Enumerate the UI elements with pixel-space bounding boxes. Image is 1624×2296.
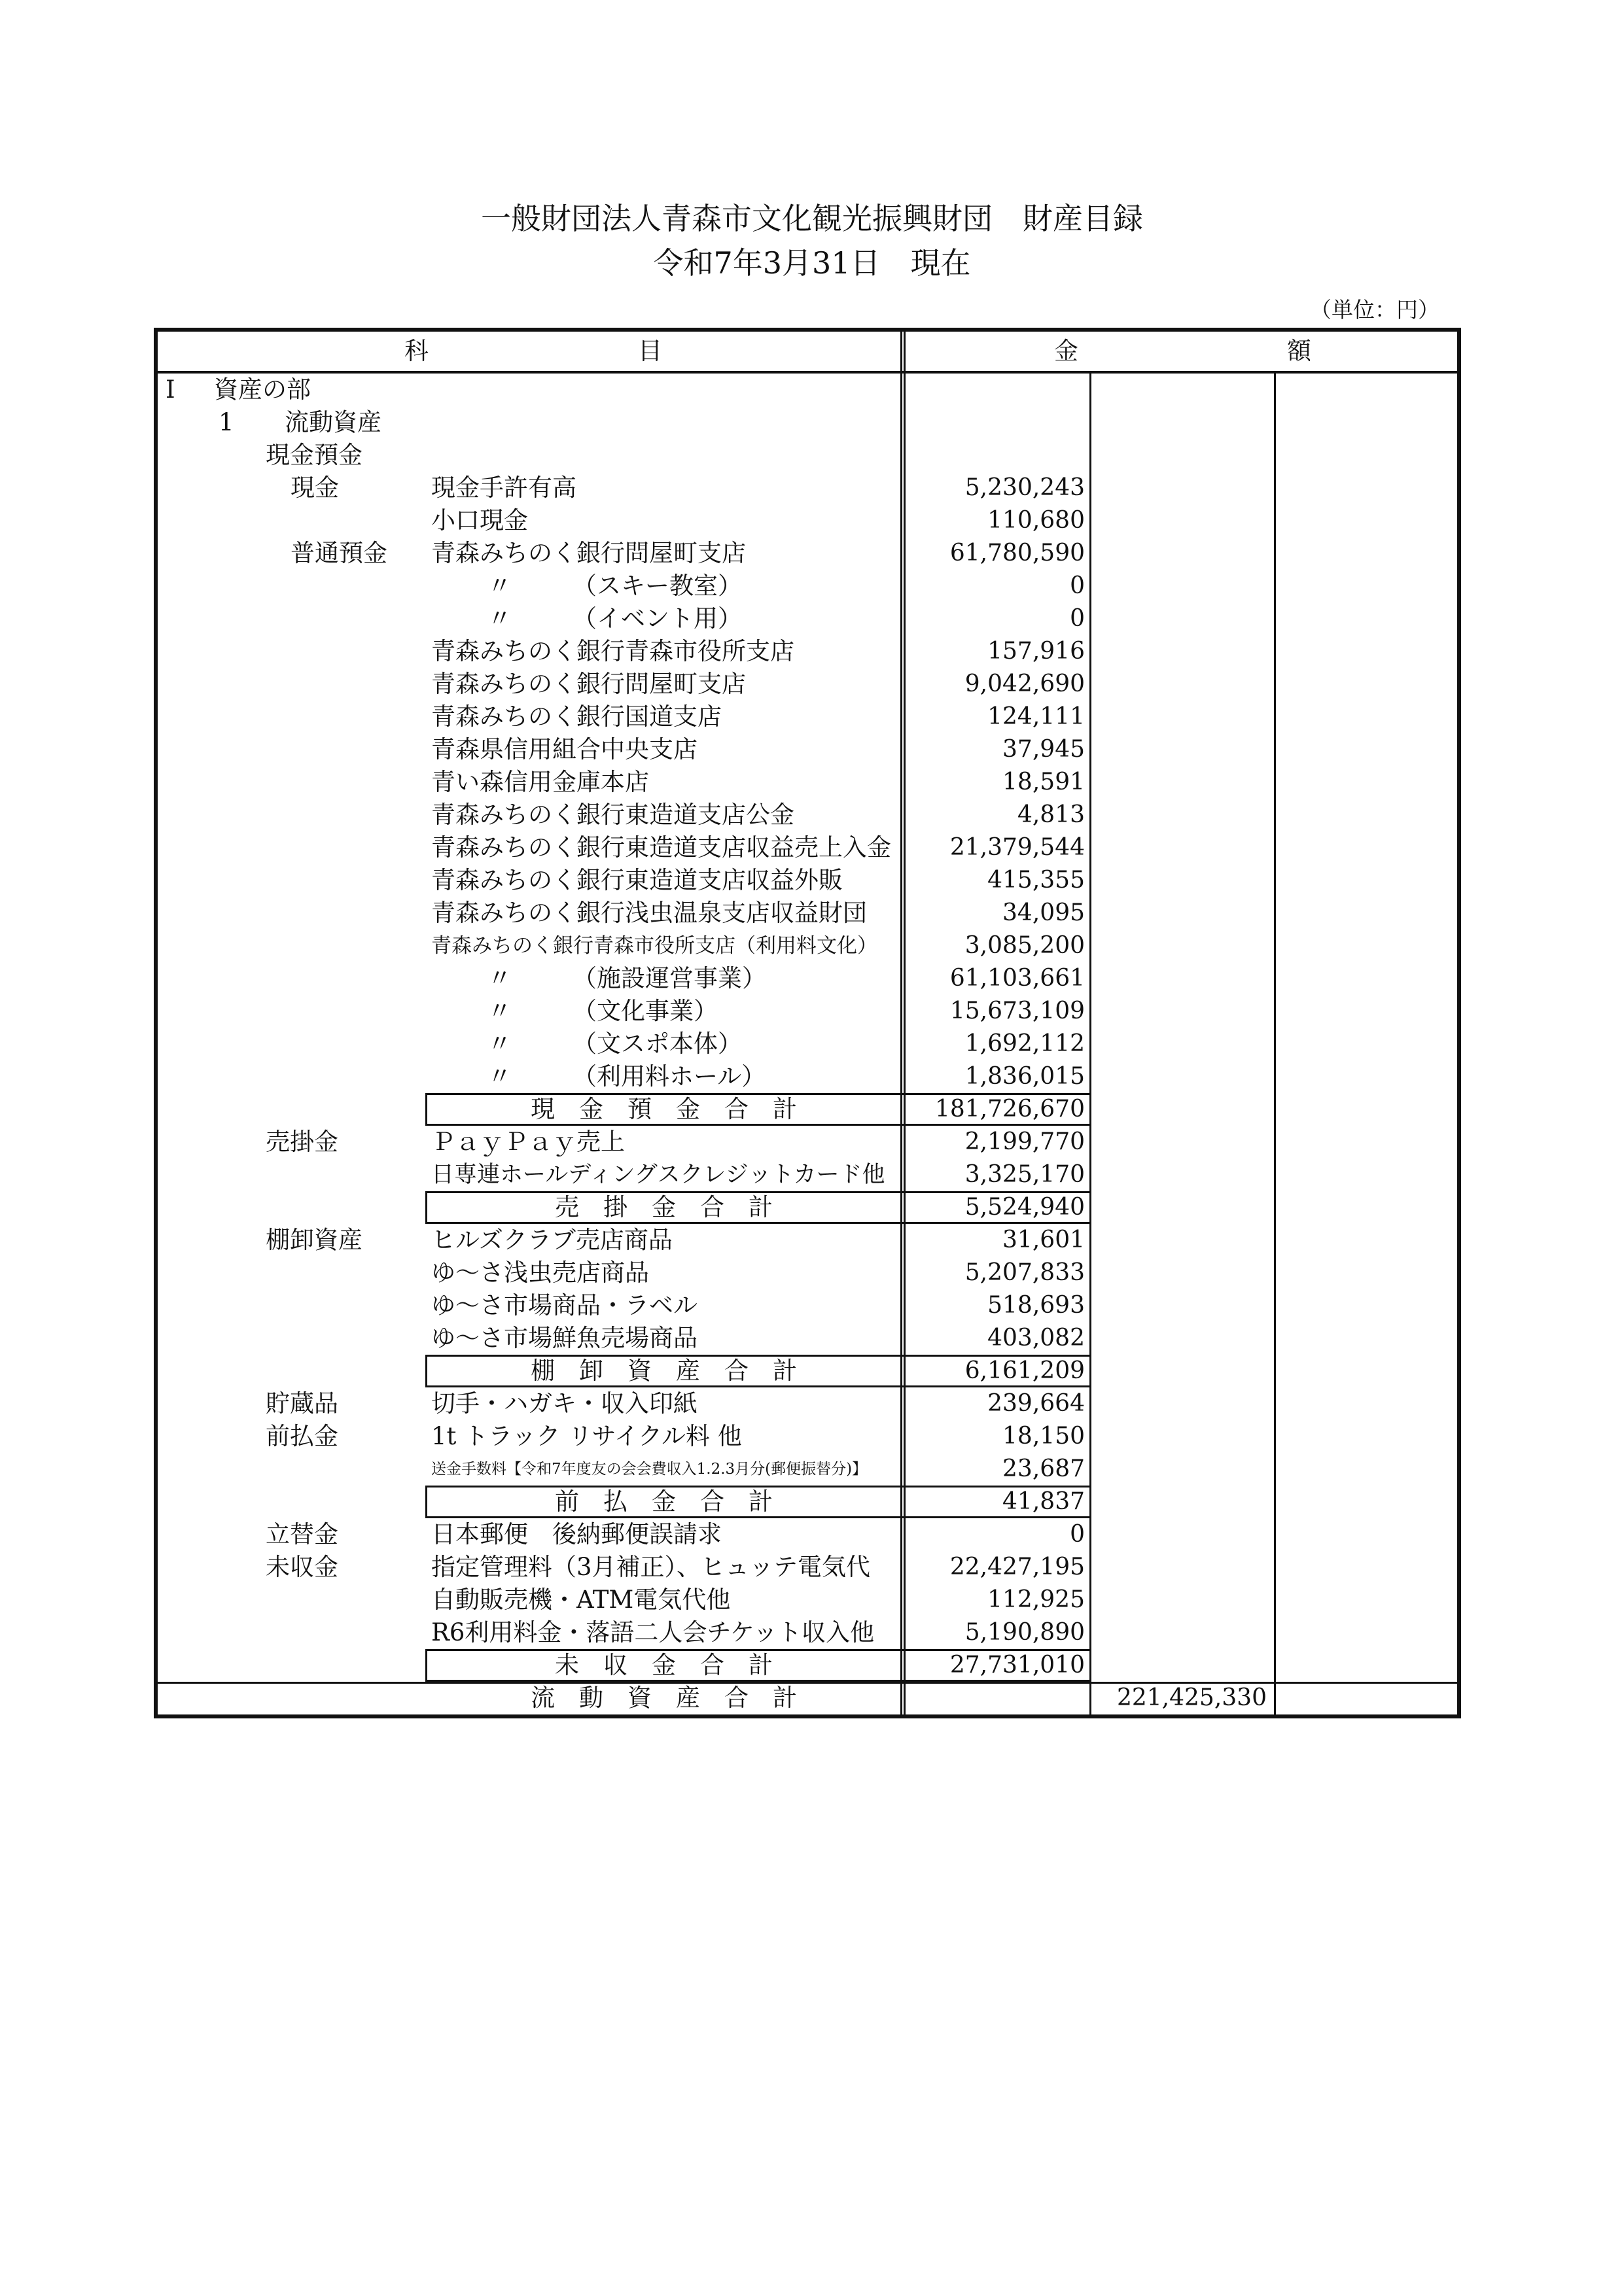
item-name: 送金手数料【令和7年度友の会会費収入1.2.3月分(郵便振替分)】	[431, 1461, 868, 1478]
item-sub-label: （施設運営事業）	[573, 964, 766, 992]
table-row	[158, 1060, 1457, 1093]
table-row	[158, 733, 1457, 766]
amount-value: 3,085,200	[964, 932, 1085, 959]
as-of-date: 令和7年3月31日 現在	[653, 245, 971, 281]
item-sub-label: （スキー教室）	[573, 572, 742, 600]
table-row	[158, 1224, 1457, 1257]
item-name: ゆ～さ市場商品・ラベル	[431, 1291, 697, 1319]
table-row	[158, 1518, 1457, 1551]
amount-value: 0	[1070, 1521, 1085, 1548]
column-divider	[1089, 374, 1091, 1714]
subcategory-label: 普通預金	[291, 539, 387, 567]
amount-value: 18,591	[1002, 769, 1085, 795]
item-name: 青森みちのく銀行青森市役所支店（利用料文化）	[431, 934, 877, 958]
item-name: 日専連ホールディングスクレジットカード他	[431, 1162, 885, 1188]
item-name: 現金手許有高	[431, 474, 576, 502]
amount-value: 239,664	[987, 1390, 1085, 1417]
table-row	[158, 1420, 1457, 1453]
table-row	[158, 504, 1457, 537]
item-name: 指定管理料（3月補正）、ヒュッテ電気代	[431, 1553, 871, 1581]
section-number: Ⅰ	[166, 375, 175, 404]
column-divider	[1274, 374, 1276, 1714]
unit-note: （単位：円）	[1310, 297, 1439, 322]
table-row	[158, 701, 1457, 733]
table-row	[158, 570, 1457, 602]
table-header	[158, 332, 1457, 374]
column-divider-double	[900, 332, 906, 1714]
table-row	[158, 1551, 1457, 1584]
amount-value: 34,095	[1002, 899, 1085, 926]
subtotal-row	[158, 1486, 1457, 1518]
item-name: 切手・ハガキ・収入印紙	[431, 1389, 697, 1418]
item-name: 青森みちのく銀行国道支店	[431, 703, 722, 731]
table-row	[158, 831, 1457, 864]
table-row	[158, 1584, 1457, 1616]
section-row	[158, 374, 1457, 406]
table-row	[158, 1126, 1457, 1158]
category-label: 前払金	[266, 1422, 338, 1450]
table-row	[158, 962, 1457, 995]
category-label: 立替金	[266, 1520, 338, 1548]
item-name: 青森みちのく銀行問屋町支店	[431, 539, 746, 567]
ditto-mark: 〃	[487, 964, 512, 992]
property-inventory-table	[154, 328, 1461, 1718]
grand-total-label: 流 動 資 産 合 計	[531, 1684, 797, 1712]
grand-total-row	[158, 1682, 1457, 1714]
amount-value: 110,680	[987, 507, 1085, 534]
category-label: 棚卸資産	[266, 1226, 362, 1254]
item-name: ヒルズクラブ売店商品	[431, 1226, 673, 1254]
amount-value: 21,379,544	[949, 834, 1085, 861]
item-name: 青森みちのく銀行青森市役所支店	[431, 637, 794, 665]
amount-value: 0	[1070, 605, 1085, 632]
item-sub-label: （文化事業）	[573, 997, 718, 1025]
table-row	[158, 1289, 1457, 1322]
item-name: 1t トラック リサイクル料 他	[431, 1422, 742, 1450]
item-name: ゆ～さ浅虫売店商品	[431, 1259, 649, 1287]
table-row	[158, 897, 1457, 930]
amount-value: 18,150	[1002, 1423, 1085, 1450]
item-name: 小口現金	[431, 506, 528, 534]
table-row	[158, 668, 1457, 701]
table-row	[158, 1616, 1457, 1649]
subtotal-row	[158, 1355, 1457, 1387]
item-name: 青い森信用金庫本店	[431, 768, 649, 796]
table-row	[158, 635, 1457, 668]
amount-value: 157,916	[987, 638, 1085, 665]
table-row	[158, 472, 1457, 504]
amount-value: 403,082	[987, 1325, 1085, 1351]
table-body	[158, 374, 1457, 1714]
amount-value: 0	[1070, 572, 1085, 599]
item-name: ゆ～さ市場鮮魚売場商品	[431, 1324, 697, 1352]
table-row	[158, 602, 1457, 635]
item-sub-label: （文スポ本体）	[573, 1030, 742, 1058]
category-label: 未収金	[266, 1553, 338, 1581]
amount-value: 31,601	[1002, 1226, 1085, 1253]
subcategory-label: 現金	[291, 474, 339, 502]
document-title: 一般財団法人青森市文化観光振興財団 財産目録	[481, 201, 1143, 236]
item-name: 青森みちのく銀行問屋町支店	[431, 670, 746, 698]
ditto-mark: 〃	[487, 572, 512, 600]
amount-value: 3,325,170	[964, 1161, 1085, 1188]
table-row	[158, 766, 1457, 799]
amount-value: 23,687	[1002, 1455, 1085, 1482]
subtotal-value: 5,524,940	[964, 1194, 1085, 1221]
ditto-mark: 〃	[487, 604, 512, 633]
table-row	[158, 995, 1457, 1028]
amount-value: 37,945	[1002, 736, 1085, 763]
subtotal-value: 6,161,209	[964, 1357, 1085, 1384]
amount-value: 22,427,195	[949, 1554, 1085, 1580]
amount-value: 5,207,833	[964, 1259, 1085, 1286]
amount-value: 61,780,590	[949, 540, 1085, 566]
subsection-label: 流動資産	[285, 408, 381, 436]
table-row	[158, 1028, 1457, 1060]
item-name: 青森みちのく銀行東造道支店収益外販	[431, 866, 843, 894]
ditto-mark: 〃	[487, 1030, 512, 1058]
item-name: 青森県信用組合中央支店	[431, 735, 697, 763]
table-row	[158, 537, 1457, 570]
category-label: 売掛金	[266, 1128, 338, 1156]
item-name: 青森みちのく銀行浅虫温泉支店収益財団	[431, 899, 867, 927]
subtotal-row	[158, 1191, 1457, 1224]
amount-value: 124,111	[987, 703, 1085, 730]
amount-value: 1,692,112	[964, 1030, 1085, 1057]
amount-value: 15,673,109	[949, 998, 1085, 1024]
subtotal-value: 41,837	[1002, 1488, 1085, 1515]
subtotal-value: 27,731,010	[949, 1652, 1085, 1679]
amount-value: 1,836,015	[964, 1063, 1085, 1090]
header-subject-char: 目	[638, 337, 662, 365]
amount-value: 112,925	[987, 1586, 1085, 1613]
amount-value: 5,230,243	[964, 474, 1085, 501]
item-sub-label: （イベント用）	[573, 604, 742, 633]
table-row	[158, 864, 1457, 897]
total-row-divider	[158, 1682, 1457, 1684]
subtotal-label: 棚 卸 資 産 合 計	[531, 1357, 797, 1385]
amount-value: 2,199,770	[964, 1128, 1085, 1155]
item-name: ＰａｙＰａｙ売上	[431, 1128, 625, 1156]
table-row	[158, 799, 1457, 831]
table-row	[158, 930, 1457, 962]
table-row	[158, 1322, 1457, 1355]
ditto-mark: 〃	[487, 997, 512, 1025]
item-name: R6利用料金・落語二人会チケット収入他	[431, 1618, 875, 1646]
amount-value: 61,103,661	[949, 965, 1085, 992]
grand-total-value: 221,425,330	[1116, 1684, 1267, 1711]
subtotal-row	[158, 1093, 1457, 1126]
table-row	[158, 439, 1457, 472]
amount-value: 415,355	[987, 867, 1085, 894]
category-label: 貯蔵品	[266, 1389, 338, 1418]
category-label: 現金預金	[266, 441, 362, 469]
table-row	[158, 1387, 1457, 1420]
amount-value: 4,813	[1017, 801, 1085, 828]
table-row	[158, 1158, 1457, 1191]
section-label: 資産の部	[214, 375, 311, 404]
subtotal-label: 売 掛 金 合 計	[555, 1193, 773, 1221]
item-sub-label: （利用料ホール）	[573, 1062, 766, 1090]
subsection-number: 1	[219, 408, 234, 436]
table-row	[158, 1453, 1457, 1486]
header-subject-char: 科	[404, 337, 429, 365]
ditto-mark: 〃	[487, 1062, 512, 1090]
item-name: 自動販売機・ATM電気代他	[431, 1586, 731, 1614]
subsection-row	[158, 406, 1457, 439]
item-name: 青森みちのく銀行東造道支店公金	[431, 801, 794, 829]
subtotal-row	[158, 1649, 1457, 1682]
header-amount-char: 金	[1054, 337, 1078, 365]
header-amount-char: 額	[1287, 337, 1311, 365]
item-name: 青森みちのく銀行東造道支店収益売上入金	[431, 833, 891, 861]
item-name: 日本郵便 後納郵便誤請求	[431, 1520, 722, 1548]
subtotal-label: 現 金 預 金 合 計	[531, 1095, 797, 1123]
subtotal-value: 181,726,670	[934, 1096, 1085, 1122]
subtotal-label: 前 払 金 合 計	[555, 1487, 773, 1516]
amount-value: 9,042,690	[964, 670, 1085, 697]
amount-value: 518,693	[987, 1292, 1085, 1319]
table-row	[158, 1257, 1457, 1289]
amount-value: 5,190,890	[964, 1619, 1085, 1646]
subtotal-label: 未 収 金 合 計	[555, 1651, 773, 1679]
